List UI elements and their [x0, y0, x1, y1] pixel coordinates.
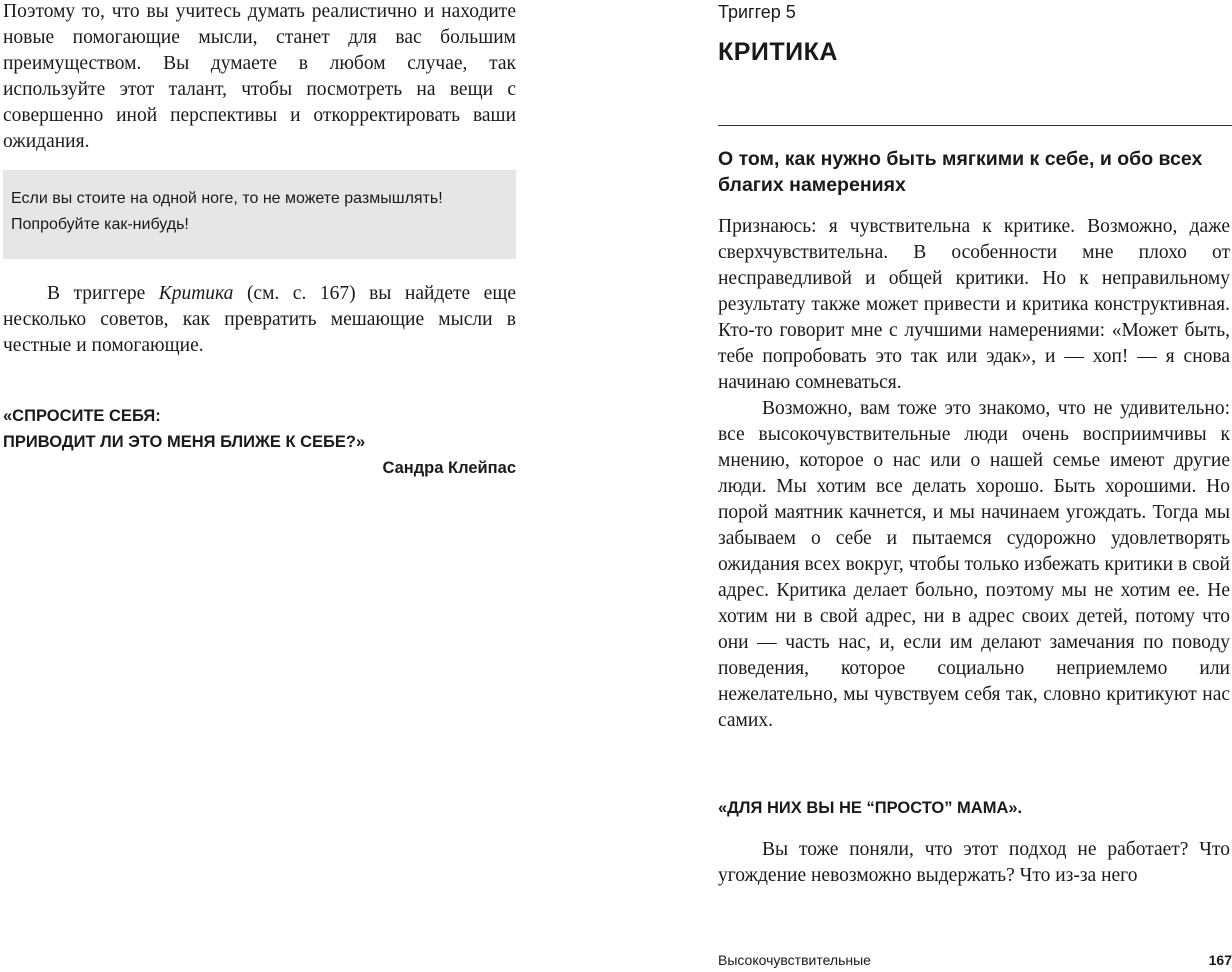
quote-line-2: ПРИВОДИТ ЛИ ЭТО МЕНЯ БЛИЖЕ К СЕБЕ?»	[3, 433, 366, 451]
right-paragraph-2: Возможно, вам тоже это знакомо, что не удивительно: все высокочувствительные люди очень восприимчивы к мнению, которое о нас или о нашей семье имеют другие люди. Мы хотим все делать хорошо. Быть хорошими. Но порой маятник качнется, и мы начинаем угождать. Тогда мы забываем о себе и пытаемся судорожно удовлетворять ожидания всех вокруг, чтобы только избежать критики в свой адрес. Критика делает больно, поэтому мы не хотим ее. Не хотим ни в свой адрес, ни в адрес своих детей, потому что они — часть нас, и, если им делают замечания по поводу поведения, которое социально неприемлемо или нежелательно, мы чувствуем себя так, словно критикуют нас самих.	[718, 398, 1230, 731]
paragraph-2-italic: Критика	[158, 283, 234, 304]
paragraph-2-before: В триггере	[47, 283, 159, 304]
right-paragraph-3: Вы тоже поняли, что этот подход не работает? Что угождение невозможно выдержать? Что из-за него	[718, 839, 1230, 886]
footer-title: Высокочувствительные	[718, 952, 871, 968]
callout-box	[3, 170, 516, 259]
trigger-label: Триггер 5	[718, 2, 796, 22]
epigraph-quote	[3, 403, 516, 481]
quote-author: Сандра Клейпас	[382, 459, 516, 477]
quote-line-1: «СПРОСИТЕ СЕБЯ:	[3, 407, 161, 425]
page-footer	[718, 950, 1232, 970]
divider-line	[718, 125, 1232, 126]
chapter-body	[718, 214, 1230, 734]
paragraph-2-after: (см. с. 167) вы найдете еще несколько советов, как превратить мешающие мысли в честные и помогающие.	[3, 283, 516, 356]
right-paragraph-1: Признаюсь: я чувствительна к критике. Возможно, даже сверхчувствительна. В особенности мне плохо от несправедливой и общей критики. Но к неправильному результату также может привести и критика конструктивная. Кто-то говорит мне с лучшими намерениями: «Может быть, тебе попробовать это так или эдак», и — хоп! — я снова начинаю сомневаться.	[718, 216, 1230, 393]
callout-text: Если вы стоите на одной ноге, то не можете размышлять! Попробуйте как-нибудь!	[11, 190, 443, 233]
left-paragraph-2	[3, 281, 516, 359]
left-paragraph-1: Поэтому то, что вы учитесь думать реалистично и находите новые помогающие мысли, станет для вас большим преимуществом. Вы думаете в любом случае, так используйте этот талант, чтобы посмотреть на вещи с совершенно иной перспективы и откорректировать ваши ожидания.	[3, 1, 516, 152]
chapter-subtitle: О том, как нужно быть мягкими к себе, и обо всех благих намерениях	[718, 148, 1203, 196]
bold-quote: «ДЛЯ НИХ ВЫ НЕ “ПРОСТО” МАМА».	[718, 799, 1023, 817]
chapter-title: КРИТИКА	[718, 38, 838, 66]
page-number: 167	[1208, 952, 1232, 968]
